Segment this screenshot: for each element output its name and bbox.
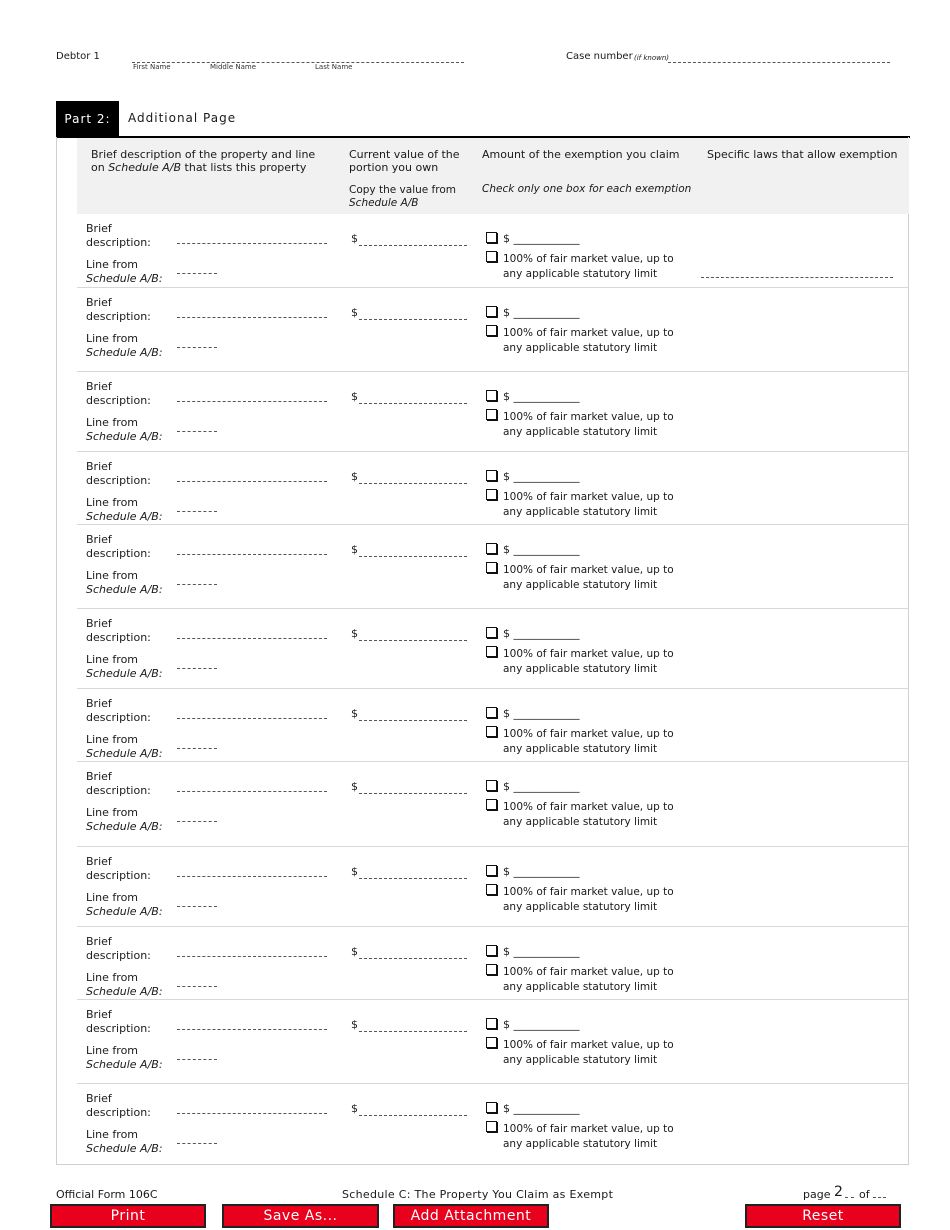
exemption-amount-checkbox[interactable] [486,543,497,554]
add-attachment-button[interactable]: Add Attachment [393,1204,549,1228]
line-from-label: Line from [86,416,139,429]
schedule-ab-label: Schedule A/B: [86,430,163,443]
schedule-ab-label: Schedule A/B: [86,820,163,833]
fair-market-value-line2: any applicable statutory limit [503,579,658,591]
current-value-field[interactable] [359,1020,467,1032]
current-value-field[interactable] [359,392,467,404]
schedule-ab-label: Schedule A/B: [86,1142,163,1155]
table-row [77,1000,909,1084]
current-value-field[interactable] [359,629,467,641]
line-from-field[interactable] [177,895,217,907]
current-value-field[interactable] [359,308,467,320]
current-value-dollar: $ [351,945,358,958]
fair-market-value-line1: 100% of fair market value, up to [503,411,674,423]
line-from-field[interactable] [177,573,217,585]
schedule-ab-label: Schedule A/B: [86,747,163,760]
exemption-amount-checkbox[interactable] [486,780,497,791]
current-value-dollar: $ [351,1018,358,1031]
page-total-field[interactable] [873,1186,886,1198]
line-from-field[interactable] [177,1048,217,1060]
brief-description-label: Brief description: [86,1008,151,1035]
fair-market-value-checkbox[interactable] [486,1037,497,1048]
line-from-field[interactable] [177,810,217,822]
fair-market-value-line1: 100% of fair market value, up to [503,1039,674,1051]
table-row [77,762,909,847]
schedule-ab-label: Schedule A/B: [86,510,163,523]
fair-market-value-line1: 100% of fair market value, up to [503,966,674,978]
current-value-dollar: $ [351,306,358,319]
fair-market-value-line1: 100% of fair market value, up to [503,564,674,576]
brief-description-field[interactable] [177,865,327,877]
brief-description-field[interactable] [177,1102,327,1114]
fair-market-value-line2: any applicable statutory limit [503,743,658,755]
brief-description-label: Brief description: [86,460,151,487]
current-value-field[interactable] [359,1104,467,1116]
brief-description-label: Brief description: [86,617,151,644]
fair-market-value-line1: 100% of fair market value, up to [503,253,674,265]
line-from-label: Line from [86,1128,139,1141]
print-button[interactable]: Print [50,1204,206,1228]
schedule-ab-label: Schedule A/B: [86,272,163,285]
brief-description-field[interactable] [177,945,327,957]
line-from-label: Line from [86,258,139,271]
fair-market-value-line1: 100% of fair market value, up to [503,801,674,813]
fair-market-value-line2: any applicable statutory limit [503,1054,658,1066]
fair-market-value-checkbox[interactable] [486,964,497,975]
line-from-label: Line from [86,971,139,984]
col-header-laws: Specific laws that allow exemption [707,148,898,161]
brief-description-field[interactable] [177,707,327,719]
table-row [77,609,909,689]
page-number[interactable]: 2 [834,1184,843,1200]
exemption-amount-checkbox[interactable] [486,865,497,876]
middle-name-sublabel: Middle Name [210,63,256,71]
fair-market-value-line2: any applicable statutory limit [503,268,658,280]
exemption-amount-option[interactable]: $ ____________ [503,543,580,556]
table-row [77,689,909,762]
col-header-current-value: Current value of the portion you own [349,148,460,174]
fair-market-value-line1: 100% of fair market value, up to [503,728,674,740]
current-value-dollar: $ [351,780,358,793]
fair-market-value-line2: any applicable statutory limit [503,342,658,354]
line-from-label: Line from [86,891,139,904]
table-row [77,1084,909,1164]
line-from-field[interactable] [177,500,217,512]
brief-description-label: Brief description: [86,296,151,323]
fair-market-value-checkbox[interactable] [486,325,497,336]
col-header-copy-note: Copy the value from Schedule A/B [349,184,456,209]
table-row [77,927,909,1000]
fair-market-value-line2: any applicable statutory limit [503,506,658,518]
brief-description-label: Brief description: [86,697,151,724]
fair-market-value-checkbox[interactable] [486,409,497,420]
brief-description-label: Brief description: [86,935,151,962]
table-row [77,288,909,372]
reset-button[interactable]: Reset [745,1204,901,1228]
table-row [77,214,909,288]
current-value-dollar: $ [351,627,358,640]
line-from-label: Line from [86,332,139,345]
brief-description-field[interactable] [177,780,327,792]
current-value-field[interactable] [359,947,467,959]
current-value-dollar: $ [351,470,358,483]
fair-market-value-checkbox[interactable] [486,726,497,737]
brief-description-label: Brief description: [86,533,151,560]
brief-description-field[interactable] [177,306,327,318]
line-from-label: Line from [86,806,139,819]
brief-description-field[interactable] [177,543,327,555]
exemption-amount-checkbox[interactable] [486,1018,497,1029]
case-number-label: Case number [566,51,633,62]
fair-market-value-checkbox[interactable] [486,799,497,810]
current-value-field[interactable] [359,867,467,879]
exemption-amount-option[interactable]: $ ____________ [503,945,580,958]
schedule-ab-label: Schedule A/B: [86,667,163,680]
schedule-ab-label: Schedule A/B: [86,346,163,359]
first-name-sublabel: First Name [133,63,171,71]
line-from-field[interactable] [177,420,217,432]
current-value-field[interactable] [359,782,467,794]
exemption-amount-checkbox[interactable] [486,390,497,401]
fair-market-value-line2: any applicable statutory limit [503,981,658,993]
table-row [77,372,909,452]
exemption-amount-checkbox[interactable] [486,707,497,718]
fair-market-value-line2: any applicable statutory limit [503,1138,658,1150]
exemption-amount-option[interactable]: $ ____________ [503,470,580,483]
specific-laws-field[interactable] [701,266,893,278]
exemption-amount-option[interactable]: $ ____________ [503,1102,580,1115]
current-value-field[interactable] [359,545,467,557]
case-number-field[interactable] [668,51,890,63]
fair-market-value-line1: 100% of fair market value, up to [503,886,674,898]
exemption-amount-checkbox[interactable] [486,306,497,317]
line-from-field[interactable] [177,737,217,749]
exemption-amount-checkbox[interactable] [486,232,497,243]
exemption-amount-checkbox[interactable] [486,470,497,481]
line-from-label: Line from [86,733,139,746]
exemption-amount-option[interactable]: $ ____________ [503,232,580,245]
current-value-dollar: $ [351,232,358,245]
save-as-button[interactable]: Save As... [222,1204,379,1228]
col-header-description: Brief description of the property and line on Schedule A/B that lists this property [91,148,316,174]
case-number-note: (if known) [634,54,670,62]
fair-market-value-line1: 100% of fair market value, up to [503,648,674,660]
line-from-label: Line from [86,653,139,666]
fair-market-value-line2: any applicable statutory limit [503,426,658,438]
fair-market-value-checkbox[interactable] [486,489,497,500]
fair-market-value-checkbox[interactable] [486,251,497,262]
schedule-ab-label: Schedule A/B: [86,583,163,596]
fair-market-value-checkbox[interactable] [486,1121,497,1132]
brief-description-field[interactable] [177,627,327,639]
line-from-field[interactable] [177,975,217,987]
exemption-amount-checkbox[interactable] [486,945,497,956]
current-value-dollar: $ [351,865,358,878]
debtor-label: Debtor 1 [56,51,100,62]
brief-description-label: Brief description: [86,380,151,407]
line-from-field[interactable] [177,1132,217,1144]
line-from-field[interactable] [177,336,217,348]
brief-description-label: Brief description: [86,770,151,797]
schedule-ab-label: Schedule A/B: [86,1058,163,1071]
brief-description-label: Brief description: [86,1092,151,1119]
line-from-field[interactable] [177,262,217,274]
page-label: page [803,1188,831,1201]
brief-description-label: Brief description: [86,222,151,249]
current-value-field[interactable] [359,472,467,484]
current-value-field[interactable] [359,234,467,246]
form-name: Official Form 106C [56,1188,158,1201]
fair-market-value-checkbox[interactable] [486,884,497,895]
fair-market-value-line1: 100% of fair market value, up to [503,1123,674,1135]
current-value-dollar: $ [351,1102,358,1115]
col-header-exemption-amount: Amount of the exemption you claim [482,148,680,161]
line-from-label: Line from [86,569,139,582]
exemption-amount-option[interactable]: $ ____________ [503,865,580,878]
page-number-underline [845,1186,854,1198]
table-row [77,525,909,609]
fair-market-value-checkbox[interactable] [486,562,497,573]
exemption-amount-option[interactable]: $ ____________ [503,1018,580,1031]
col-header-check-note: Check only one box for each exemption [482,183,692,195]
brief-description-field[interactable] [177,470,327,482]
brief-description-field[interactable] [177,390,327,402]
fair-market-value-line2: any applicable statutory limit [503,663,658,675]
of-label: of [859,1188,870,1201]
schedule-title: Schedule C: The Property You Claim as Exempt [342,1188,614,1201]
table-row [77,847,909,927]
part-badge: Part 2: [56,101,119,137]
fair-market-value-line2: any applicable statutory limit [503,901,658,913]
schedule-ab-label: Schedule A/B: [86,905,163,918]
brief-description-label: Brief description: [86,855,151,882]
schedule-ab-label: Schedule A/B: [86,985,163,998]
last-name-sublabel: Last Name [315,63,353,71]
current-value-dollar: $ [351,707,358,720]
fair-market-value-line1: 100% of fair market value, up to [503,327,674,339]
exemption-amount-option[interactable]: $ ____________ [503,627,580,640]
part-title: Additional Page [128,111,237,125]
exemption-amount-option[interactable]: $ ____________ [503,390,580,403]
current-value-field[interactable] [359,709,467,721]
brief-description-field[interactable] [177,1018,327,1030]
brief-description-field[interactable] [177,232,327,244]
exemption-amount-checkbox[interactable] [486,627,497,638]
line-from-label: Line from [86,1044,139,1057]
exemption-amount-option[interactable]: $ ____________ [503,707,580,720]
exemption-amount-checkbox[interactable] [486,1102,497,1113]
table-row [77,452,909,525]
fair-market-value-checkbox[interactable] [486,646,497,657]
fair-market-value-line2: any applicable statutory limit [503,816,658,828]
line-from-label: Line from [86,496,139,509]
fair-market-value-line1: 100% of fair market value, up to [503,491,674,503]
current-value-dollar: $ [351,543,358,556]
line-from-field[interactable] [177,657,217,669]
debtor-name-field[interactable] [132,51,464,63]
exemption-amount-option[interactable]: $ ____________ [503,780,580,793]
exemption-amount-option[interactable]: $ ____________ [503,306,580,319]
current-value-dollar: $ [351,390,358,403]
